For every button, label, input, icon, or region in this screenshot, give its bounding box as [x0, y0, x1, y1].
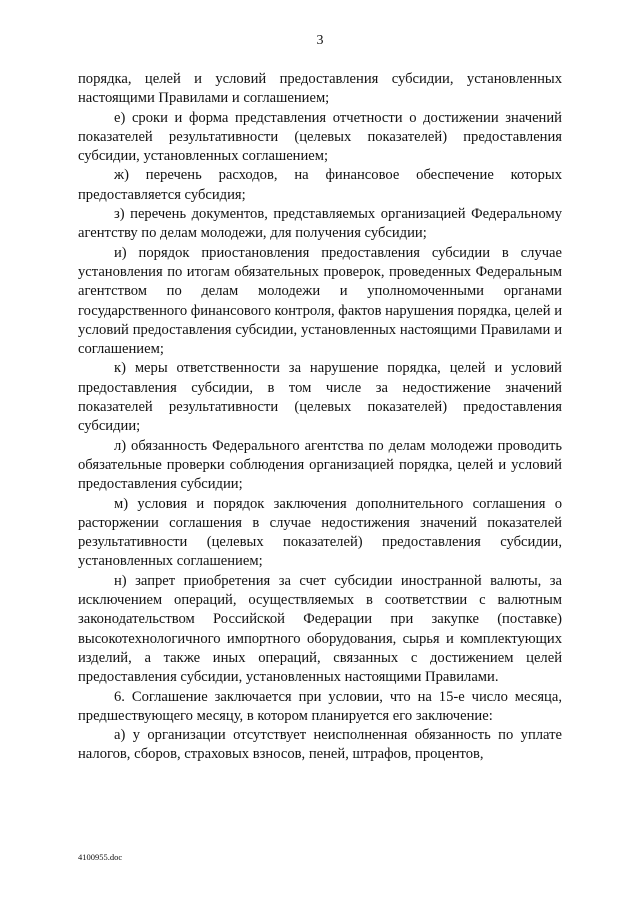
paragraph-item-n: н) запрет приобретения за счет субсидии иностранной валюты, за исключением операций, осуществляемых в соответствии с валютным законодательством Российской Федерации при закупке (поставке) высокотехнологичного импортного оборудования, сырья и комплектующих изделий, а также иных операций, связанных с достижением целей предоставления субсидии, установленных настоящими Правилами. [78, 572, 562, 686]
paragraph-item-z: з) перечень документов, представляемых организацией Федеральному агентству по делам молодежи, для получения субсидии; [78, 206, 562, 242]
paragraph-continuation: порядка, целей и условий предоставления субсидии, установленных настоящими Правилами и соглашением; [78, 71, 562, 107]
paragraph-clause-6: 6. Соглашение заключается при условии, что на 15-е число месяца, предшествующего месяцу, в котором планируется его заключение: [78, 688, 562, 724]
paragraph-item-a: а) у организации отсутствует неисполненная обязанность по уплате налогов, сборов, страховых взносов, пеней, штрафов, процентов, [78, 727, 562, 763]
paragraph-item-zh: ж) перечень расходов, на финансовое обеспечение которых предоставляется субсидия; [78, 167, 562, 203]
paragraph-item-i: и) порядок приостановления предоставления субсидии в случае установления по итогам обязательных проверок, проведенных Федеральным агентством по делам молодежи и уполномоченными органами государственного финансового контроля, фактов нарушения порядка, целей и условий предоставления субсидии, установленных настоящими Правилами и соглашением; [78, 244, 563, 358]
paragraph-item-m: м) условия и порядок заключения дополнительного соглашения о расторжении соглашения в случае недостижения значений показателей результативности (целевых показателей) предоставления субсидии, установленных соглашением; [78, 495, 562, 570]
paragraph-item-e: е) сроки и форма представления отчетности о достижении значений показателей результативности (целевых показателей) предоставления субсидии, установленных соглашением; [78, 109, 562, 165]
paragraph-item-k: к) меры ответственности за нарушение порядка, целей и условий предоставления субсидии, в том числе за недостижение значений показателей результативности (целевых показателей) предоставления субсидии; [78, 360, 562, 435]
footer-filename: 4100955.doc [78, 852, 123, 862]
page-number: 3 [316, 33, 324, 48]
paragraph-item-l: л) обязанность Федерального агентства по делам молодежи проводить обязательные проверки соблюдения организацией порядка, целей и условий предоставления субсидии; [78, 437, 562, 493]
document-body [78, 70, 562, 765]
